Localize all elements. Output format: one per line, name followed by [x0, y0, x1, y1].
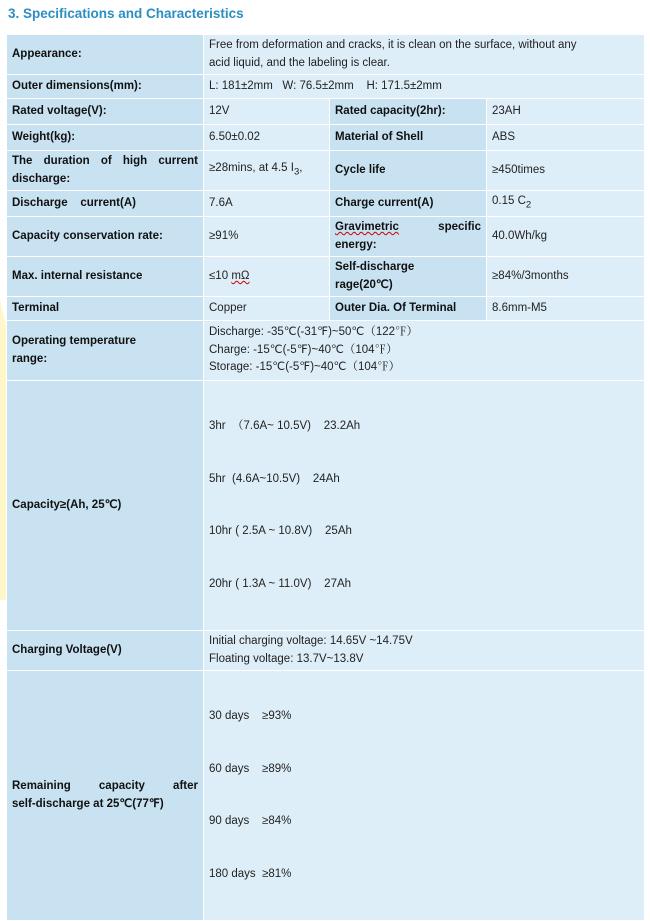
- operating-temp-label: [7, 321, 204, 381]
- high-current-label: [7, 151, 204, 191]
- outer-dia-label: Outer Dia. Of Terminal: [330, 297, 487, 321]
- remaining-capacity-line: 60 days ≥89%: [209, 762, 292, 775]
- terminal-value: Copper: [204, 297, 330, 321]
- discharge-current-label: Discharge current(A): [7, 191, 204, 217]
- remaining-capacity-line: 30 days ≥93%: [209, 710, 292, 722]
- self-discharge-rate-label: [330, 257, 487, 297]
- specific-energy-label-word2: specific: [438, 221, 481, 233]
- capacity-label: Capacity≥(Ah, 25℃): [7, 381, 204, 631]
- section-heading: 3. Specifications and Characteristics: [8, 6, 244, 21]
- charging-voltage-line: Initial charging voltage: 14.65V ~14.75V: [209, 635, 413, 647]
- cycle-life-label: Cycle life: [330, 151, 487, 191]
- remaining-capacity-label-word2: capacity: [98, 780, 145, 792]
- high-current-label-line2: discharge:: [12, 172, 71, 185]
- capacity-conservation-label: Capacity conservation rate:: [7, 217, 204, 257]
- row-capacity-conservation: [7, 217, 645, 257]
- remaining-capacity-value: [204, 671, 645, 921]
- spec-table: [6, 34, 645, 921]
- high-current-value-text: ≥28mins, at 4.5 I: [209, 162, 294, 175]
- row-internal-resistance: [7, 257, 645, 297]
- high-current-label-line1: The duration of high current: [12, 155, 198, 167]
- high-current-value-sub: 3: [293, 166, 300, 178]
- capacity-line: 20hr ( 1.3A ~ 11.0V) 27Ah: [209, 577, 352, 590]
- weight-value: 6.50±0.02: [204, 125, 330, 151]
- internal-resistance-value: [204, 257, 330, 297]
- outer-dimensions-label: Outer dimensions(mm):: [7, 75, 204, 99]
- operating-temp-label-line1: Operating temperature: [12, 335, 136, 347]
- weight-label: Weight(kg):: [7, 125, 204, 151]
- self-discharge-rate-label-line1: Self-discharge: [335, 261, 415, 273]
- specific-energy-label-word1: Gravimetric: [335, 221, 399, 233]
- row-remaining-capacity: [7, 671, 645, 921]
- capacity-value: [204, 381, 645, 631]
- charge-current-label: Charge current(A): [330, 191, 487, 217]
- operating-temp-line: Discharge: -35℃(-31℉)~50℃（122℉）: [209, 326, 419, 339]
- charging-voltage-line: Floating voltage: 13.7V~13.8V: [209, 652, 364, 665]
- remaining-capacity-label-line2: self-discharge at 25℃(77℉): [12, 797, 164, 810]
- specific-energy-value: 40.0Wh/kg: [487, 217, 645, 257]
- high-current-value: [204, 151, 330, 191]
- cycle-life-value: ≥450times: [487, 151, 645, 191]
- capacity-line: 3hr （7.6A~ 10.5V) 23.2Ah: [209, 420, 361, 432]
- charging-voltage-label: Charging Voltage(V): [7, 631, 204, 671]
- appearance-value-line1: Free from deformation and cracks, it is clean on the surface, without any: [209, 39, 577, 51]
- rated-voltage-label: Rated voltage(V):: [7, 99, 204, 125]
- specific-energy-label-line2: energy:: [335, 238, 377, 251]
- row-outer-dimensions: [7, 75, 645, 99]
- charging-voltage-value: [204, 631, 645, 671]
- discharge-current-value: 7.6A: [204, 191, 330, 217]
- row-appearance: [7, 35, 645, 75]
- remaining-capacity-label-line1: [12, 778, 198, 796]
- capacity-line: 10hr ( 2.5A ~ 10.8V) 25Ah: [209, 525, 352, 537]
- appearance-value-line2: acid liquid, and the labeling is clear.: [209, 56, 390, 69]
- operating-temp-line: Storage: -15℃(-5℉)~40℃（104℉）: [209, 361, 401, 374]
- row-capacity: [7, 381, 645, 631]
- appearance-value: [204, 35, 645, 75]
- outer-dimensions-value: L: 181±2mm W: 76.5±2mm H: 171.5±2mm: [204, 75, 645, 99]
- row-rated-voltage: [7, 99, 645, 125]
- appearance-label: Appearance:: [7, 35, 204, 75]
- remaining-capacity-line: 180 days ≥81%: [209, 867, 292, 880]
- material-label: Material of Shell: [330, 125, 487, 151]
- row-operating-temp: [7, 321, 645, 381]
- specific-energy-label: [330, 217, 487, 257]
- charge-current-value-text: 0.15 C: [492, 195, 526, 208]
- row-discharge-current: [7, 191, 645, 217]
- remaining-capacity-label: [7, 671, 204, 921]
- remaining-capacity-label-word3: after: [173, 780, 198, 792]
- rated-capacity-label: Rated capacity(2hr):: [330, 99, 487, 125]
- charge-current-value: [487, 191, 645, 217]
- rated-capacity-value: 23AH: [487, 99, 645, 125]
- self-discharge-rate-value: ≥84%/3months: [487, 257, 645, 297]
- row-weight: [7, 125, 645, 151]
- operating-temp-value: [204, 321, 645, 381]
- capacity-conservation-value: ≥91%: [204, 217, 330, 257]
- outer-dia-value: 8.6mm-M5: [487, 297, 645, 321]
- high-current-value-tail: ,: [299, 162, 303, 175]
- material-value: ABS: [487, 125, 645, 151]
- row-terminal: [7, 297, 645, 321]
- terminal-label: Terminal: [7, 297, 204, 321]
- self-discharge-rate-label-line2: rage(20℃): [335, 278, 393, 291]
- internal-resistance-value-prefix: ≤10: [209, 269, 232, 282]
- rated-voltage-value: 12V: [204, 99, 330, 125]
- charge-current-value-sub: 2: [525, 199, 532, 211]
- internal-resistance-value-unit: mΩ: [231, 269, 250, 282]
- specific-energy-label-line1: [335, 219, 481, 237]
- internal-resistance-label: Max. internal resistance: [7, 257, 204, 297]
- operating-temp-label-line2: range:: [12, 352, 48, 365]
- capacity-line: 5hr (4.6A~10.5V) 24Ah: [209, 472, 340, 485]
- remaining-capacity-line: 90 days ≥84%: [209, 815, 292, 827]
- remaining-capacity-label-word1: Remaining: [12, 780, 71, 792]
- operating-temp-line: Charge: -15℃(-5℉)~40℃（104℉）: [209, 343, 398, 356]
- row-charging-voltage: [7, 631, 645, 671]
- row-high-current: [7, 151, 645, 191]
